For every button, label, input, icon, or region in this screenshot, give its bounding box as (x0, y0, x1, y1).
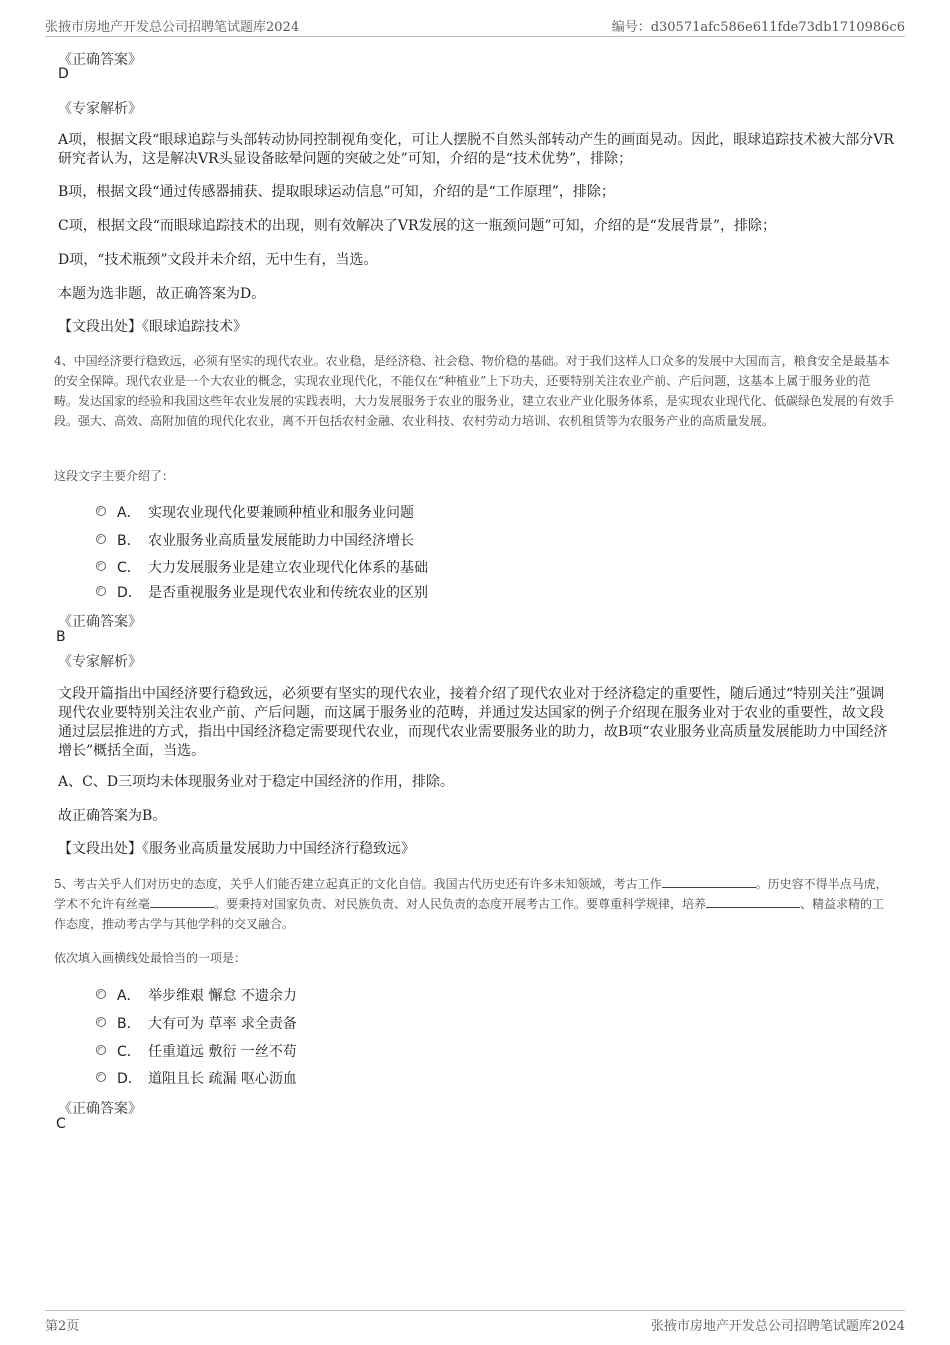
page-number: 第2页 (45, 1319, 80, 1334)
option-letter: B． (117, 533, 141, 549)
page-header (45, 14, 905, 37)
analysis-paragraph: 文段开篇指出中国经济要行稳致远，必须要有坚实的现代农业，接着介绍了现代农业对于经济稳定的重要性，随后通过“特别关注”强调现代农业要特别关注农业产前、产后问题，而这属于服务业的范畴，并通过发达国家的例子介绍现在服务业对于农业的重要性，故文段通过层层推进的方式，指出中国经济稳定需要现代农业，而现代农业需要服务业的助力，故B项“农业服务业高质量发展能助力中国经济增长”概括全面，当选。 (58, 686, 888, 759)
question-5-text-part: 。要秉持对国家负责、对民族负责、对人民负责的态度开展考古工作。要尊重科学规律，培养 (214, 897, 707, 911)
analysis-paragraph: 本题为选非题，故正确答案为D。 (58, 286, 266, 302)
answer-value: D (58, 66, 69, 82)
option-text: 举步维艰 懈怠 不遗余力 (148, 988, 297, 1004)
question-4-prompt: 这段文字主要介绍了： (54, 469, 175, 483)
question-5-prompt: 依次填入画横线处最恰当的一项是： (54, 951, 247, 965)
option-text: 道阻且长 疏漏 呕心沥血 (148, 1071, 297, 1087)
answer-label: 《正确答案》 (58, 52, 142, 68)
question-5-text (54, 874, 894, 934)
fill-blank (662, 875, 756, 888)
option-letter: C． (117, 1044, 141, 1060)
question-5-text-part: 。历史容不得半点马虎，学术不允许有丝毫 (54, 877, 888, 911)
answer-label: 《正确答案》 (58, 1101, 142, 1117)
radio-icon[interactable] (96, 1045, 106, 1055)
question-4-text: 4、中国经济要行稳致远，必须有坚实的现代农业。农业稳，是经济稳、社会稳、物价稳的基础。对于我们这样人口众多的发展中大国而言，粮食安全是最基本的安全保障。现代农业是一个大农业的概念，实现农业现代化，不能仅在“种植业”上下功夫，还要特别关注农业产前、产后问题，这基本上属于服务业的范畴。发达国家的经验和我国这些年农业发展的实践表明，大力发展服务于农业的服务业，建立农业产业化服务体系，是实现农业现代化、低碳绿色发展的有效手段。强大、高效、高附加值的现代化农业，离不开包括农村金融、农业科技、农村劳动力培训、农机租赁等为农服务产业的高质量发展。 (54, 354, 895, 428)
option-text: 实现农业现代化要兼顾种植业和服务业问题 (148, 505, 414, 521)
option-text: 任重道远 敷衍 一丝不苟 (148, 1044, 297, 1060)
option-letter: D． (117, 585, 142, 601)
question-5-text-part: 、精益求精的工作态度，推动考古学与其他学科的交叉融合。 (54, 897, 885, 931)
option-text: 大力发展服务业是建立农业现代化体系的基础 (148, 560, 428, 576)
page-footer (45, 1310, 905, 1335)
analysis-label: 《专家解析》 (58, 654, 142, 670)
analysis-paragraph: C项，根据文段“而眼球追踪技术的出现，则有效解决了VR发展的这一瓶颈问题”可知，介绍的是“发展背景”，排除； (58, 218, 776, 234)
radio-icon[interactable] (96, 989, 106, 999)
question-5-text-part: 5、考古关乎人们对历史的态度，关乎人们能否建立起真正的文化自信。我国古代历史还有许多未知领域，考古工作 (54, 877, 662, 891)
radio-icon[interactable] (96, 534, 106, 544)
analysis-paragraph: 故正确答案为B。 (58, 808, 167, 824)
option-text: 大有可为 草率 求全责备 (148, 1016, 297, 1032)
option-letter: B． (117, 1016, 141, 1032)
analysis-label: 《专家解析》 (58, 101, 142, 117)
analysis-paragraph: A项，根据文段“眼球追踪与头部转动协同控制视角变化，可让人摆脱不自然头部转动产生的画面晃动。因此，眼球追踪技术被大部分VR研究者认为，这是解决VR头显设备眩晕问题的突破之处”可知，介绍的是“技术优势”，排除； (58, 132, 894, 167)
header-doc-id: 编号：d30571afc586e611fde73db1710986c6 (611, 20, 905, 35)
option-text: 农业服务业高质量发展能助力中国经济增长 (148, 533, 414, 549)
radio-icon[interactable] (96, 1072, 106, 1082)
fill-blank (706, 895, 800, 908)
analysis-paragraph: A、C、D三项均未体现服务业对于稳定中国经济的作用，排除。 (58, 774, 455, 790)
option-letter: C． (117, 560, 141, 576)
option-letter: D． (117, 1071, 142, 1087)
answer-label: 《正确答案》 (58, 614, 142, 630)
option-letter: A． (117, 988, 141, 1004)
header-doc-title: 张掖市房地产开发总公司招聘笔试题库2024 (45, 20, 300, 35)
radio-icon[interactable] (96, 586, 106, 596)
answer-value: C (56, 1116, 66, 1132)
radio-icon[interactable] (96, 506, 106, 516)
analysis-paragraph: B项，根据文段“通过传感器捕获、提取眼球运动信息”可知，介绍的是“工作原理”，排除； (58, 184, 615, 200)
option-letter: A． (117, 505, 141, 521)
footer-doc-title: 张掖市房地产开发总公司招聘笔试题库2024 (650, 1319, 905, 1334)
fill-blank (150, 895, 214, 908)
source-citation: 【文段出处】《眼球追踪技术》 (58, 319, 247, 335)
option-text: 是否重视服务业是现代农业和传统农业的区别 (148, 585, 428, 601)
source-citation: 【文段出处】《服务业高质量发展助力中国经济行稳致远》 (58, 841, 415, 857)
analysis-paragraph: D项，“技术瓶颈”文段并未介绍，无中生有，当选。 (58, 252, 378, 268)
answer-value: B (56, 629, 66, 645)
radio-icon[interactable] (96, 1017, 106, 1027)
radio-icon[interactable] (96, 561, 106, 571)
